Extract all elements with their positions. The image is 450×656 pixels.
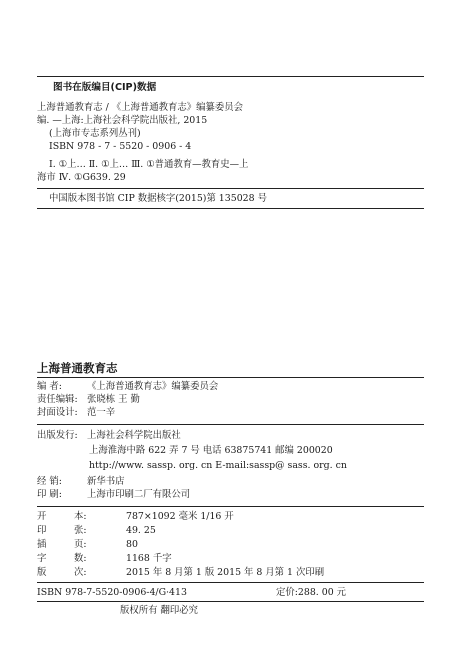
spec-label-plates: 插 — [37, 539, 47, 550]
publisher-label: 出版发行: — [37, 430, 78, 441]
cip-mid-rule — [37, 188, 424, 189]
responsible-editor-row — [37, 394, 140, 405]
cip-line-5: Ⅰ. ①上… Ⅱ. ①上… Ⅲ. ①普通教育—教育史—上 — [49, 159, 249, 170]
spec-row-words — [37, 553, 172, 564]
book-title: 上海普通教育志 — [37, 361, 118, 375]
editor-row — [37, 381, 218, 392]
publisher-line-2: 上海淮海中路 622 弄 7 号 电话 63875741 邮编 200020 — [89, 445, 333, 456]
printer-value: 上海市印刷二厂有限公司 — [87, 489, 191, 500]
spec-row-edition — [37, 567, 324, 578]
spec-value-plates: 80 — [126, 539, 138, 550]
distributor-value: 新华书店 — [87, 476, 125, 487]
spec-value-edition: 2015 年 8 月第 1 版 2015 年 8 月第 1 次印刷 — [126, 567, 325, 578]
rights-notice: 版权所有 翻印必究 — [120, 605, 198, 616]
price: 定价:288. 00 元 — [276, 587, 347, 598]
distributor-row — [37, 476, 125, 487]
spec-row-plates — [37, 539, 138, 550]
title-rule — [37, 377, 424, 378]
cip-bottom-rule — [37, 208, 424, 209]
printer-label: 印 刷: — [37, 489, 62, 500]
spec-label-words: 字 — [37, 553, 47, 564]
isbn-full: ISBN 978-7-5520-0906-4/G·413 — [37, 587, 187, 598]
cip-line-2: 编. —上海:上海社会科学院出版社, 2015 — [37, 115, 208, 126]
section-rule-3 — [37, 582, 424, 583]
spec-label2-sheets: 张: — [74, 525, 87, 536]
spec-label2-words: 数: — [74, 553, 87, 564]
responsible-editor-value: 张晓栋 王 勤 — [87, 394, 140, 405]
section-rule-2 — [37, 506, 424, 507]
section-rule-1 — [37, 424, 424, 425]
responsible-editor-label: 责任编辑: — [37, 394, 78, 405]
cip-number: 中国版本图书馆 CIP 数据核字(2015)第 135028 号 — [49, 193, 267, 204]
publisher-row — [37, 430, 181, 441]
cip-line-4: ISBN 978 - 7 - 5520 - 0906 - 4 — [49, 141, 192, 152]
spec-label2-edition: 次: — [74, 567, 87, 578]
spec-value-words: 1168 千字 — [126, 553, 172, 564]
publisher-line-1: 上海社会科学院出版社 — [87, 430, 181, 441]
editor-label: 编 者: — [37, 381, 62, 392]
spec-row-sheets — [37, 525, 156, 536]
cip-top-rule — [37, 76, 424, 77]
spec-row-format — [37, 511, 234, 522]
spec-value-sheets: 49. 25 — [126, 525, 156, 536]
cover-design-value: 范一辛 — [87, 407, 116, 418]
spec-label2-format: 本: — [74, 511, 87, 522]
cip-heading: 图书在版编目(CIP)数据 — [53, 82, 157, 93]
cip-line-1: 上海普通教育志 / 《上海普通教育志》编纂委员会 — [37, 102, 243, 113]
publisher-line-3: http://www. sassp. org. cn E-mail:sassp@ sass. org. cn — [89, 460, 347, 471]
cip-line-3: (上海市专志系列丛刊) — [49, 128, 141, 139]
editor-value: 《上海普通教育志》编纂委员会 — [87, 381, 219, 392]
spec-value-format: 787×1092 毫米 1/16 开 — [126, 511, 234, 522]
printer-row — [37, 489, 190, 500]
distributor-label: 经 销: — [37, 476, 62, 487]
spec-label-edition: 版 — [37, 567, 47, 578]
cip-line-6: 海市 Ⅳ. ①G639. 29 — [37, 172, 126, 183]
spec-label-format: 开 — [37, 511, 47, 522]
spec-label-sheets: 印 — [37, 525, 47, 536]
cover-design-label: 封面设计: — [37, 407, 78, 418]
spec-label2-plates: 页: — [74, 539, 87, 550]
section-rule-4 — [37, 601, 424, 602]
cover-design-row — [37, 407, 115, 418]
